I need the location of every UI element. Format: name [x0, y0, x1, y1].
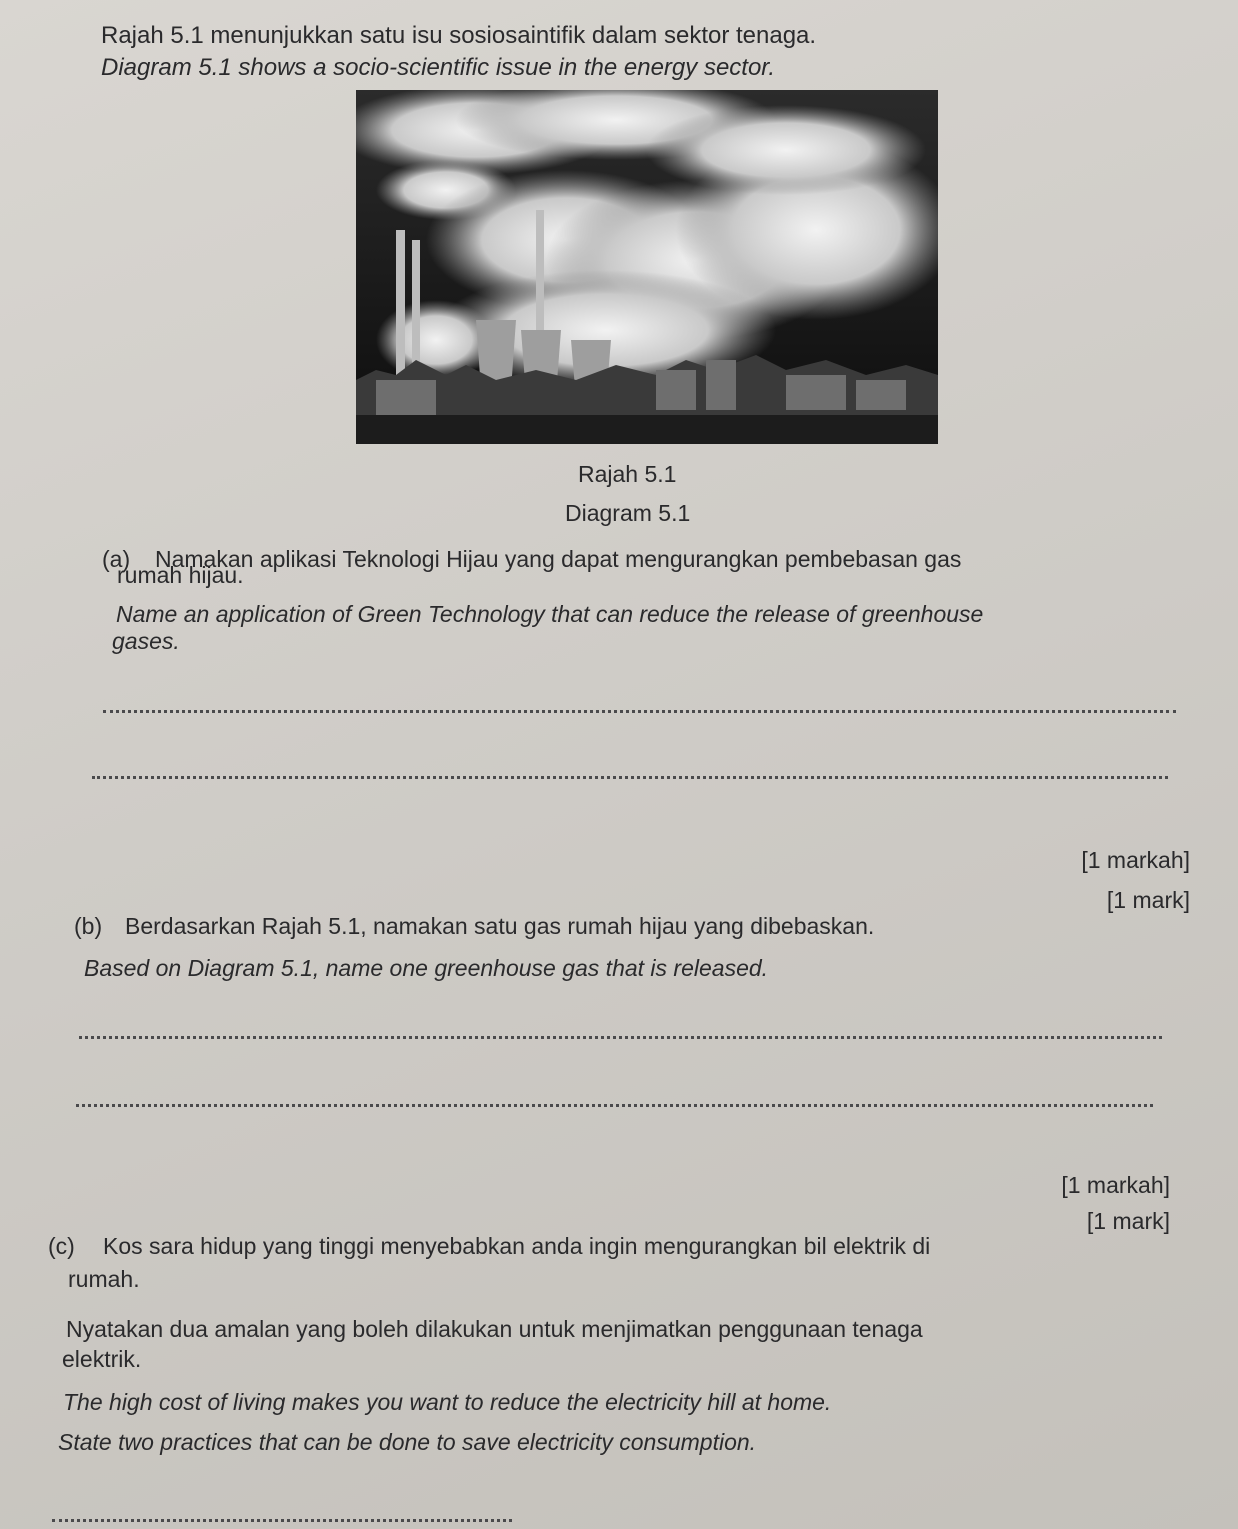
- question-b-marks-malay: [1 markah]: [1061, 1172, 1170, 1198]
- question-a-malay-line2: rumah hijau.: [117, 562, 244, 588]
- figure-caption-malay: Rajah 5.1: [578, 461, 677, 487]
- question-a-marks-malay: [1 markah]: [1081, 847, 1190, 873]
- question-a-label: (a): [102, 546, 131, 572]
- question-a-english-line1: Name an application of Green Technology that can reduce the release of greenhouse: [116, 601, 984, 627]
- answer-line-b1[interactable]: [79, 1036, 1162, 1039]
- answer-line-b2[interactable]: [76, 1104, 1153, 1107]
- question-c-english-line2: State two practices that can be done to save electricity consumption.: [58, 1429, 757, 1455]
- intro-malay: Rajah 5.1 menunjukkan satu isu sosiosaintifik dalam sektor tenaga.: [101, 22, 817, 49]
- question-c-malay-line2: rumah.: [68, 1266, 140, 1292]
- question-a-malay-line1: Namakan aplikasi Teknologi Hijau yang dapat mengurangkan pembebasan gas: [155, 546, 962, 572]
- answer-line-a2[interactable]: [92, 776, 1168, 779]
- power-station-photo: [356, 90, 938, 444]
- question-c-malay-line3: Nyatakan dua amalan yang boleh dilakukan untuk menjimatkan penggunaan tenaga: [66, 1316, 923, 1342]
- figure-caption-english: Diagram 5.1: [565, 500, 691, 526]
- intro-english: Diagram 5.1 shows a socio-scientific issue in the energy sector.: [101, 54, 776, 81]
- question-c-label: (c): [48, 1233, 75, 1259]
- question-b-marks-english: [1 mark]: [1086, 1208, 1170, 1234]
- question-a-english-line2: gases.: [112, 628, 180, 654]
- answer-line-a1[interactable]: [103, 710, 1176, 713]
- question-a-marks-english: [1 mark]: [1106, 887, 1190, 913]
- question-b-english-line1: Based on Diagram 5.1, name one greenhouse gas that is released.: [84, 955, 769, 981]
- answer-line-c1[interactable]: [52, 1519, 512, 1522]
- question-c-malay-line4: elektrik.: [62, 1346, 142, 1372]
- question-c-malay-line1: Kos sara hidup yang tinggi menyebabkan anda ingin mengurangkan bil elektrik di: [103, 1233, 931, 1259]
- question-c-english-line1: The high cost of living makes you want to reduce the electricity hill at home.: [63, 1389, 832, 1415]
- question-b-label: (b): [74, 913, 103, 939]
- question-b-malay-line1: Berdasarkan Rajah 5.1, namakan satu gas rumah hijau yang dibebaskan.: [125, 913, 875, 939]
